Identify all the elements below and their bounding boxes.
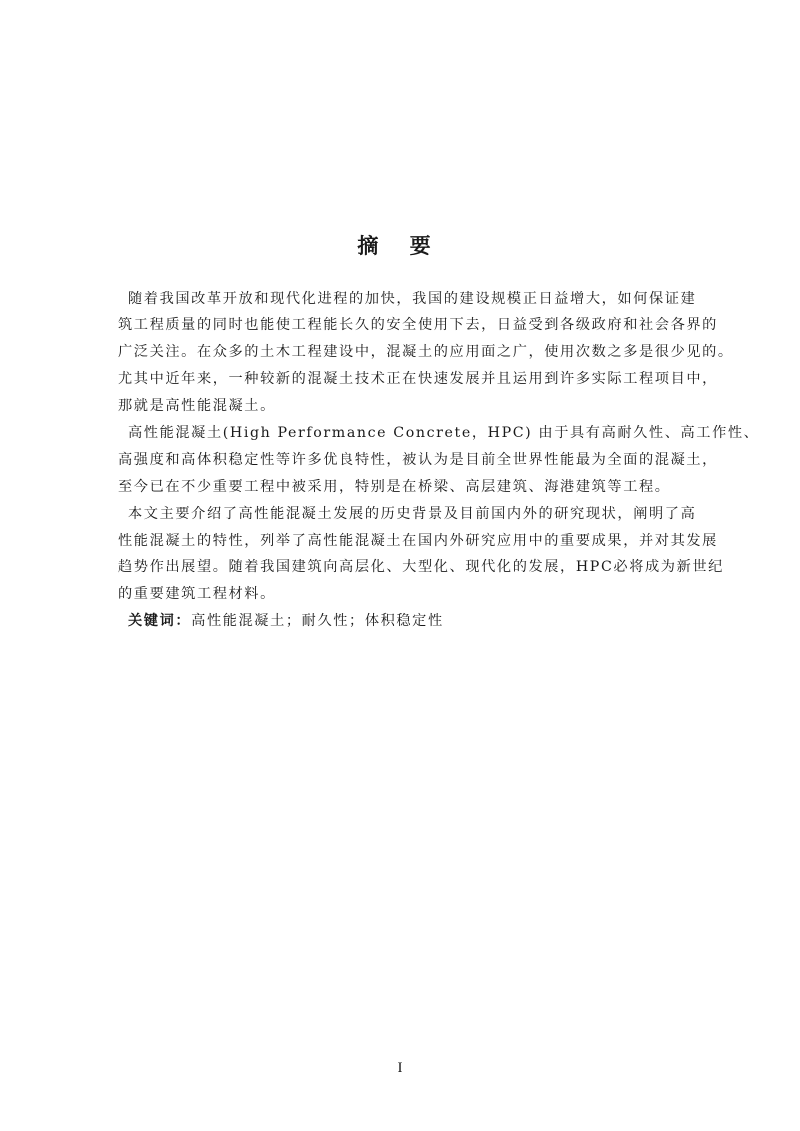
keywords-text: 高性能混凝土；耐久性；体积稳定性: [191, 613, 444, 629]
paragraph-1-line-1: 随着我国改革开放和现代化进程的加快，我国的建设规模正日益增大，如何保证建: [128, 291, 697, 307]
paragraph-3-line-1: 本文主要介绍了高性能混凝土发展的历史背景及目前国内外的研究现状，阐明了高: [128, 506, 697, 522]
paragraph-3-line-2: 性能混凝土的特性，列举了高性能混凝土在国内外研究应用中的重要成果，并对其发展: [118, 533, 718, 549]
paragraph-1-line-3: 广泛关注。在众多的土木工程建设中，混凝土的应用面之广，使用次数之多是很少见的。: [118, 344, 734, 360]
keywords-label: 关键词：: [128, 613, 192, 629]
abstract-title: 摘 要: [357, 234, 443, 258]
paragraph-3-line-3: 趋势作出展望。随着我国建筑向高层化、大型化、现代化的发展，HPC必将成为新世纪: [118, 559, 724, 575]
page-number: I: [397, 1060, 403, 1076]
paragraph-3-line-4: 的重要建筑工程材料。: [118, 586, 276, 602]
paragraph-2-line-2: 高强度和高体积稳定性等许多优良特性，被认为是目前全世界性能最为全面的混凝土，: [118, 452, 718, 468]
paragraph-2-line-1: 高性能混凝土(High Performance Concrete，HPC) 由于具有高耐久性、高工作性、: [128, 425, 760, 441]
paragraph-1-line-2: 筑工程质量的同时也能使工程能长久的安全使用下去，日益受到各级政府和社会各界的: [118, 317, 718, 333]
keywords-line: [128, 611, 444, 631]
paragraph-2-line-3: 至今已在不少重要工程中被采用，特别是在桥梁、高层建筑、海港建筑等工程。: [118, 479, 671, 495]
paragraph-1-line-5: 那就是高性能混凝土。: [118, 398, 276, 414]
paragraph-1-line-4: 尤其中近年来，一种较新的混凝土技术正在快速发展并且运用到许多实际工程项目中，: [118, 371, 718, 387]
